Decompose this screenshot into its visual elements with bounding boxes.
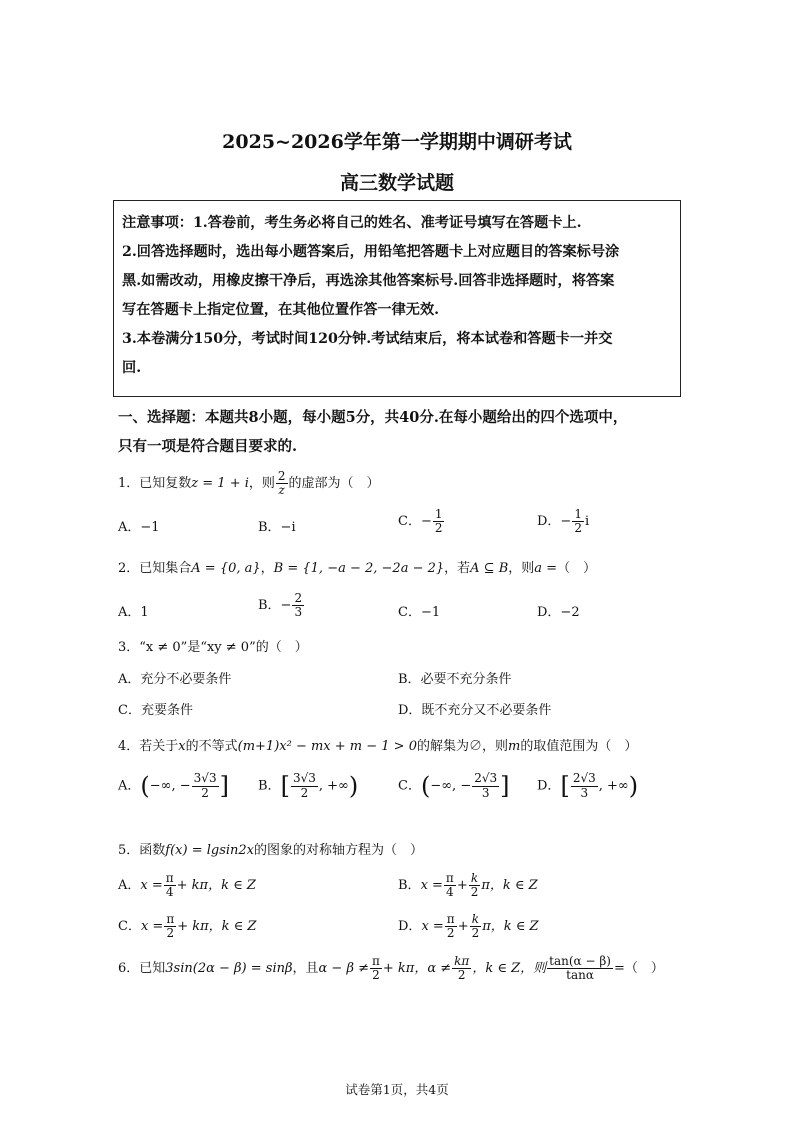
notice-line: 注意事项：1.答卷前，考生务必将自己的姓名、准考证号填写在答题卡上. (122, 215, 582, 231)
question-1-option-d[interactable]: D．− $\frac{1}{2}$ i (537, 507, 590, 536)
question-6-stem: 6．已知3sin(2α − β) = sinβ，且α − β ≠ $\frac{\pi}{2}$ + kπ，α ≠ $\frac{k\pi}{2}$ ，k ∈ Z，则 $\frac{\tan(\alpha - \beta)}{\tan\alpha}$ =（ ） (118, 954, 664, 983)
question-2-option-a[interactable]: A．1 (118, 605, 149, 620)
notice-line: 3.本卷满分150分，考试时间120分钟.考试结束后，将本试卷和答题卡一并交 (122, 331, 613, 347)
question-4-option-a[interactable]: A．(−∞, − $\frac{3√3}{2}$ ] (118, 771, 229, 800)
question-3-option-d[interactable]: D．既不充分又不必要条件 (398, 703, 552, 718)
question-2-option-c[interactable]: C．−1 (398, 605, 441, 620)
question-1-option-c[interactable]: C．− $\frac{1}{2}$ (398, 507, 443, 536)
question-2-stem: 2．已知集合A = {0, a}，B = {1, −a − 2, −2a − 2}，若A ⊆ B，则a =（ ） (118, 561, 597, 576)
section-heading: 一、选择题：本题共8小题，每小题5分，共40分.在每小题给出的四个选项中， (118, 409, 628, 426)
notice-line: 回. (122, 360, 142, 376)
question-5-stem: 5．函数f(x) = lgsin2x的图象的对称轴方程为（ ） (118, 843, 424, 858)
question-3-option-a[interactable]: A．充分不必要条件 (118, 672, 232, 687)
question-3-option-c[interactable]: C．充要条件 (118, 703, 193, 718)
question-3-option-b[interactable]: B．必要不充分条件 (398, 672, 512, 687)
notice-box (113, 200, 681, 397)
question-5-option-b[interactable]: B．x = $\frac{\pi}{4}$ + $\frac{k}{2}$ π，k ∈ Z (398, 871, 538, 900)
notice-line: 黑.如需改动，用橡皮擦干净后，再选涂其他答案标号.回答非选择题时，将答案 (122, 273, 615, 289)
question-4-option-c[interactable]: C．(−∞, − $\frac{2√3}{3}$ ] (398, 771, 510, 800)
exam-subtitle: 高三数学试题 (339, 172, 454, 194)
question-5-option-d[interactable]: D．x = $\frac{\pi}{2}$ + $\frac{k}{2}$ π，k ∈ Z (398, 912, 539, 941)
question-4-option-d[interactable]: D．[ $\frac{2√3}{3}$ , +∞) (537, 771, 639, 800)
notice-line: 写在答题卡上指定位置，在其他位置作答一律无效. (122, 302, 440, 318)
question-2-option-d[interactable]: D．−2 (537, 605, 580, 620)
question-1-option-a[interactable]: A．−1 (118, 520, 160, 535)
question-4-stem: 4．若关于x的不等式(m+1)x² − mx + m − 1 > 0的解集为∅，则m的取值范围为（ ） (118, 739, 638, 754)
question-4-option-b[interactable]: B．[ $\frac{3√3}{2}$ , +∞) (258, 771, 359, 800)
question-5-option-a[interactable]: A．x = $\frac{\pi}{4}$ + kπ，k ∈ Z (118, 871, 256, 900)
question-1-option-b[interactable]: B．−i (258, 520, 296, 535)
question-2-option-b[interactable]: B．− $\frac{2}{3}$ (258, 591, 303, 620)
notice-line: 2.回答选择题时，选出每小题答案后，用铅笔把答题卡上对应题目的答案标号涂 (122, 244, 620, 260)
question-5-option-c[interactable]: C．x = $\frac{\pi}{2}$ + kπ，k ∈ Z (118, 912, 257, 941)
fraction: $\frac{2}{z}$ (277, 469, 286, 498)
exam-title: 2025~2026学年第一学期期中调研考试 (222, 131, 572, 153)
section-heading-cont: 只有一项是符合题目要求的. (118, 438, 298, 455)
page-footer: 试卷第1页，共4页 (345, 1082, 449, 1097)
question-1-stem: 1．已知复数z = 1 + i，则 $\frac{2}{z}$ 的虚部为（ ） (118, 469, 380, 498)
question-3-stem: 3．“x ≠ 0”是“xy ≠ 0”的（ ） (118, 640, 308, 655)
